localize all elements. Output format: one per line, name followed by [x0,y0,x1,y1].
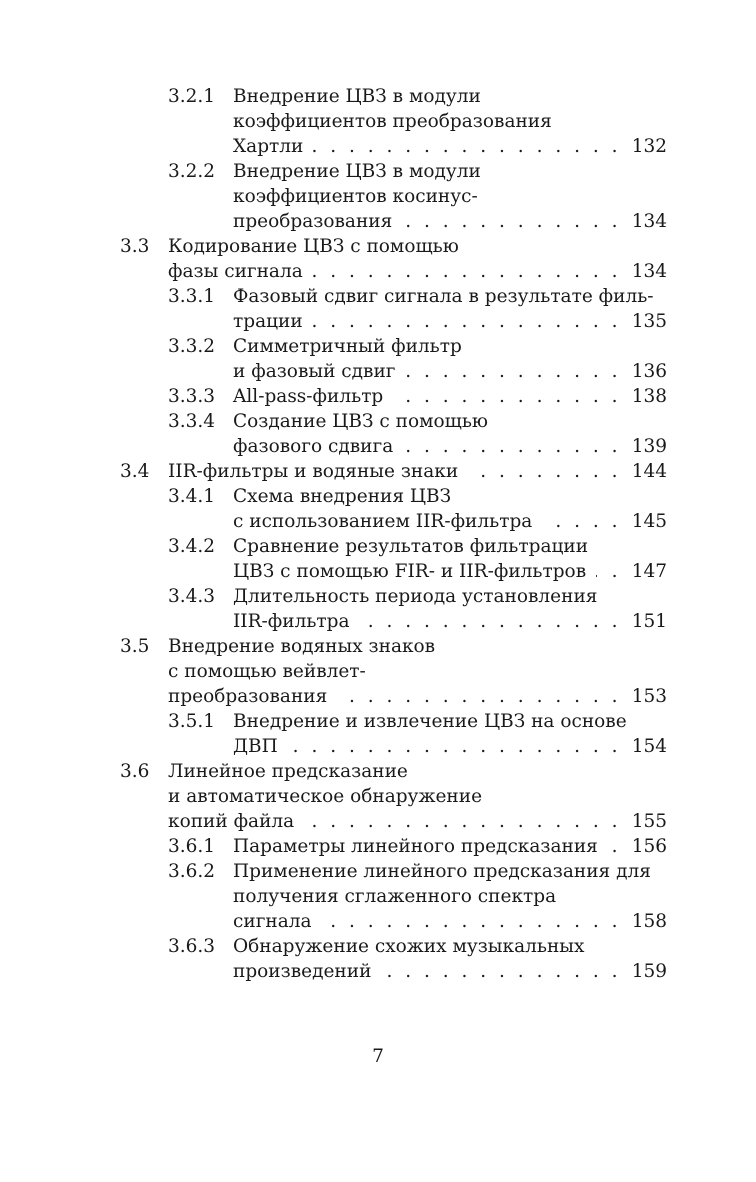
toc-entry-title: копий файла [168,811,295,832]
page-number: 7 [372,1046,384,1067]
toc-entry-page: 151 [631,611,667,632]
toc-entry-line [0,709,756,734]
toc-entry-line [0,284,756,309]
toc-entry-line [0,934,756,959]
toc-entry-page: 156 [631,836,667,857]
toc-entry-number: 3.3.2 [168,336,216,357]
leader-dots [393,384,621,409]
toc-entry-title: Сравнение результатов фильтрации [233,536,589,557]
leader-dots [468,459,621,484]
toc-entry-line [0,509,756,534]
toc-entry-page: 147 [631,561,667,582]
toc-entry-page: 134 [631,261,667,282]
toc-entry-page: 132 [631,136,667,157]
toc-entry-line [0,484,756,509]
toc-entry-page: 159 [631,961,667,982]
toc-entry[interactable] [0,584,756,634]
toc-entry[interactable] [0,634,756,709]
toc-entry[interactable] [0,234,756,284]
toc-entry-title: Симметричный фильтр [233,336,462,357]
toc-entry-page: 145 [631,511,667,532]
toc-entry-line [0,459,756,484]
toc-entry-line [0,609,756,634]
leader-dots [322,909,621,934]
toc-entry-number: 3.3.4 [168,411,216,432]
leader-dots [304,809,621,834]
toc-entry-title: трации [233,311,303,332]
toc-entry-title: IIR-фильтры и водяные знаки [168,461,459,482]
toc-entry-page: 153 [631,686,667,707]
toc-entry[interactable] [0,384,756,409]
toc-entry-line [0,84,756,109]
toc-entry-title: IIR-фильтра [233,611,350,632]
toc-entry-title: и автоматическое обнаружение [168,786,483,807]
toc-entry-title: фазы сигнала [168,261,303,282]
toc-entry-page: 134 [631,211,667,232]
toc-entry-title: коэффициентов преобразования [233,111,552,132]
toc-entry[interactable] [0,84,756,159]
toc-entry-line [0,584,756,609]
toc-entry-line [0,884,756,909]
toc-entry-line [0,634,756,659]
toc-entry-number: 3.6.3 [168,936,216,957]
toc-entry-title: фазового сдвига [233,436,394,457]
toc-entry-line [0,259,756,284]
toc-entry-page: 136 [631,361,667,382]
toc-entry-line [0,534,756,559]
toc-entry-line [0,559,756,584]
leader-dots [406,359,622,384]
toc-entry-number: 3.5 [120,636,150,657]
toc-entry-line [0,159,756,184]
toc-entry-title: Кодирование ЦВЗ с помощью [168,236,459,257]
toc-entry-title: Фазовый сдвиг сигнала в результате филь- [233,286,654,307]
toc-entry-number: 3.4.1 [168,486,216,507]
toc-entry-title: Обнаружение схожих музыкальных [233,936,585,957]
leader-dots [313,309,621,334]
toc-entry-line [0,109,756,134]
toc-entry-line [0,434,756,459]
leader-dots [360,609,621,634]
toc-entry-title: преобразования [233,211,393,232]
toc-entry[interactable] [0,934,756,984]
toc-entry[interactable] [0,859,756,934]
leader-dots [381,959,621,984]
toc-entry-line [0,234,756,259]
toc-entry-title: ДВП [233,736,278,757]
toc-entry-line [0,334,756,359]
toc-entry[interactable] [0,834,756,859]
toc-entry[interactable] [0,484,756,534]
toc-entry[interactable] [0,534,756,584]
leader-dots [403,434,621,459]
toc-entry-line [0,209,756,234]
toc-entry-title: Хартли [233,136,304,157]
toc-entry-number: 3.3 [120,236,150,257]
toc-entry-page: 138 [631,386,667,407]
toc-entry[interactable] [0,284,756,334]
leader-dots [402,209,621,234]
leader-dots [337,684,621,709]
toc-entry-number: 3.5.1 [168,711,216,732]
toc-entry-line [0,134,756,159]
toc-entry-title: Параметры линейного предсказания [233,836,598,857]
toc-entry[interactable] [0,759,756,834]
leader-dots [608,834,621,859]
toc-entry-title: с помощью вейвлет- [168,661,366,682]
toc-entry-title: Схема внедрения ЦВЗ [233,486,452,507]
toc-entry[interactable] [0,409,756,459]
toc-entry-title: коэффициентов косинус- [233,186,478,207]
toc-entry-line [0,784,756,809]
toc-entry-number: 3.2.2 [168,161,216,182]
toc-entry-number: 3.4 [120,461,150,482]
toc-entry-line [0,959,756,984]
toc-entry-number: 3.6 [120,761,150,782]
toc-entry-number: 3.3.3 [168,386,216,407]
toc-entry-title: Внедрение и извлечение ЦВЗ на основе [233,711,627,732]
toc-entry[interactable] [0,334,756,384]
leader-dots [542,509,621,534]
toc-entry-line [0,359,756,384]
leader-dots [313,259,621,284]
toc-entry-title: произведений [233,961,372,982]
toc-entry[interactable] [0,159,756,234]
toc-entry[interactable] [0,709,756,759]
toc-entry-number: 3.6.1 [168,836,216,857]
toc-entry-line [0,759,756,784]
toc-entry-number: 3.6.2 [168,861,216,882]
toc-entry-line [0,734,756,759]
toc-entry-title: Создание ЦВЗ с помощью [233,411,489,432]
toc-entry-page: 144 [631,461,667,482]
toc-entry-number: 3.4.3 [168,586,216,607]
toc-entry-title: Длительность периода установления [233,586,598,607]
toc-entry-title: Применение линейного предсказания для [233,861,651,882]
toc-entry-line [0,859,756,884]
toc-entry-page: 154 [631,736,667,757]
table-of-contents [0,84,756,984]
leader-dots [596,559,621,584]
toc-entry[interactable] [0,459,756,484]
toc-entry-number: 3.2.1 [168,86,216,107]
toc-entry-title: Внедрение ЦВЗ в модули [233,161,481,182]
toc-entry-number: 3.4.2 [168,536,216,557]
toc-entry-title: Внедрение ЦВЗ в модули [233,86,481,107]
toc-entry-title: Внедрение водяных знаков [168,636,436,657]
toc-entry-title: Линейное предсказание [168,761,408,782]
toc-entry-page: 135 [631,311,667,332]
toc-entry-number: 3.3.1 [168,286,216,307]
toc-entry-title: и фазовый сдвиг [233,361,396,382]
toc-entry-line [0,909,756,934]
toc-entry-line [0,834,756,859]
toc-entry-line [0,409,756,434]
leader-dots [288,734,621,759]
toc-entry-page: 158 [631,911,667,932]
leader-dots [313,134,621,159]
toc-entry-title: преобразования [168,686,328,707]
toc-entry-line [0,659,756,684]
toc-entry-title: получения сглаженного спектра [233,886,557,907]
toc-entry-line [0,384,756,409]
toc-entry-line [0,184,756,209]
toc-entry-page: 139 [631,436,667,457]
toc-entry-title: All-pass-фильтр [233,386,384,407]
toc-entry-page: 155 [631,811,667,832]
toc-entry-line [0,309,756,334]
toc-entry-title: с использованием IIR-фильтра [233,511,533,532]
toc-entry-line [0,684,756,709]
toc-entry-title: ЦВЗ с помощью FIR- и IIR-фильтров [233,561,587,582]
toc-entry-line [0,809,756,834]
toc-entry-title: сигнала [233,911,312,932]
